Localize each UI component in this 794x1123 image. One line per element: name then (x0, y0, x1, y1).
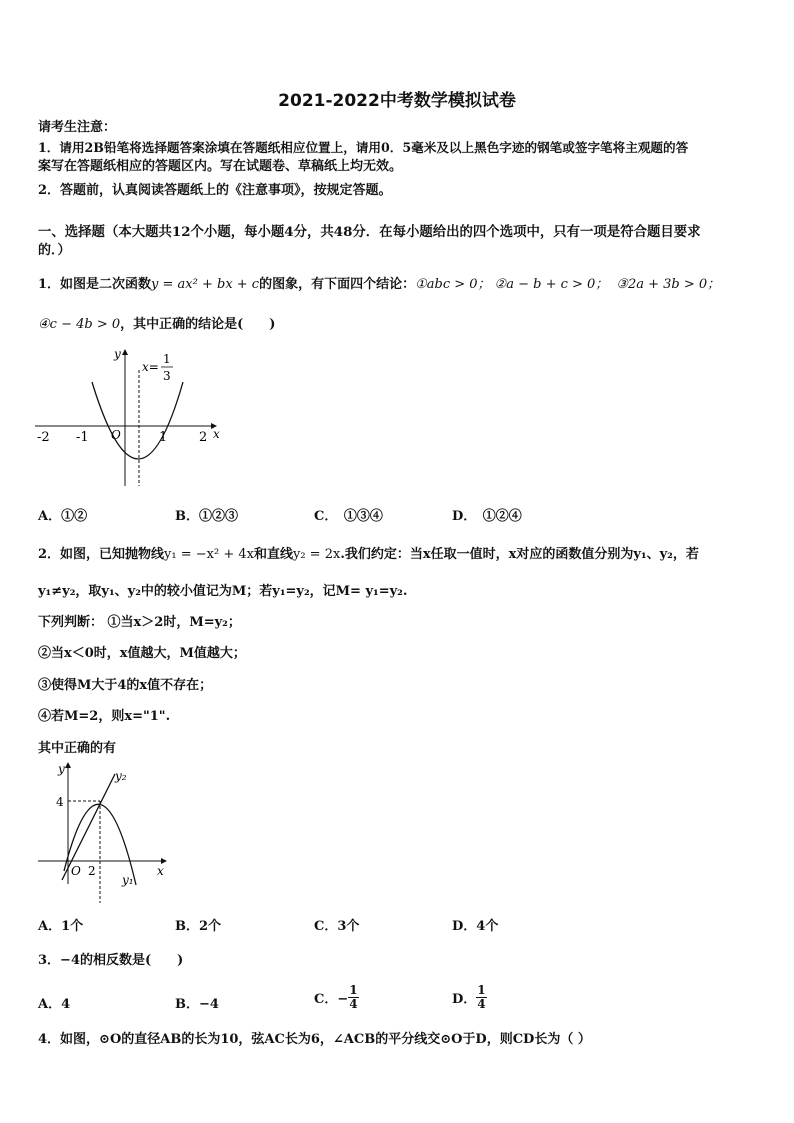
q1-tick-1: 1 (159, 430, 168, 445)
q3-option-d[interactable] (452, 984, 487, 1011)
q2-function-graph (30, 758, 190, 908)
q2-option-c[interactable]: C．3个 (314, 919, 360, 934)
q2-line5: ③使得M大于4的x值不存在； (38, 678, 213, 693)
q2-line7: 其中正确的有 (38, 741, 117, 756)
q1-tick-neg1: -1 (76, 430, 89, 445)
q3-option-a[interactable]: A．4 (38, 997, 71, 1012)
q2-option-d[interactable]: D．4个 (452, 919, 499, 934)
q3-option-c-denominator: 4 (349, 997, 358, 1011)
notice-item2: 2．答题前，认真阅读答题纸上的《注意事项》，按规定答题。 (38, 183, 392, 198)
q1-tick-neg2: -2 (37, 430, 50, 445)
notice-item1-line1: 1．请用2B铅笔将选择题答案涂填在答题纸相应位置上，请用0．5毫米及以上黑色字迹的钢笔或签字笔将主观题的答 (38, 140, 689, 155)
section1-heading-line2: 的．） (38, 243, 71, 258)
q1-tick-2: 2 (199, 430, 208, 445)
q1-axis-denominator: 3 (163, 369, 171, 383)
q2-option-a[interactable]: A．1个 (38, 919, 84, 934)
q3-option-c-prefix: C．− (314, 992, 349, 1007)
q1-parabola-curve (92, 382, 183, 459)
q1-conclusion-2: ②a − b + c > 0； (494, 277, 609, 292)
q1-conclusion-1: ①abc > 0； (415, 277, 491, 292)
q2-tick-x2: 2 (88, 864, 96, 878)
q1-conclusion-4: ④c − 4b > 0 (38, 317, 121, 332)
q2-y2-label: y₂ (115, 769, 127, 783)
q4-stem: 4．如图，⊙O的直径AB的长为10，弦AC长为6，∠ACB的平分线交⊙O于D，则CD长为（ ） (38, 1032, 591, 1047)
q2-line1 (38, 546, 699, 564)
page-title: 2021-2022中考数学模拟试卷 (278, 91, 516, 111)
q1-conclusion-3: ③2a + 3b > 0； (616, 277, 721, 292)
q2-option-b[interactable]: B．2个 (175, 919, 222, 934)
q1-function: y = ax² + bx + c (151, 277, 260, 292)
q1-tail: ，其中正确的结论是( ) (120, 317, 276, 332)
q1-option-d[interactable]: D． ①②④ (452, 509, 522, 524)
q1-mid: 的图象，有下面四个结论： (259, 277, 416, 292)
q1-stem-line2 (38, 316, 275, 334)
q3-stem: 3．−4的相反数是( ) (38, 953, 184, 968)
q1-parabola-graph (30, 340, 230, 490)
q3-option-d-fraction (476, 984, 486, 1011)
q2-y2-expression: y₂ = 2x (292, 547, 341, 562)
q2-y1-expression: y₁ = −x² + 4x (164, 547, 254, 562)
q1-option-a[interactable]: A．①② (38, 509, 88, 524)
q2-line6: ④若M=2，则x="1". (38, 709, 171, 724)
q2-y-label: y (58, 762, 65, 776)
q1-axis-numerator: 1 (163, 352, 171, 366)
q1-option-b[interactable]: B．①②③ (175, 509, 238, 524)
q1-axis-label: x= (142, 360, 159, 374)
q2-connector: 和直线 (253, 547, 293, 562)
q1-stem-line1 (38, 276, 720, 294)
q3-option-d-denominator: 4 (477, 997, 486, 1011)
q3-option-c-numerator: 1 (349, 983, 358, 997)
q1-tick-origin: O (111, 428, 121, 442)
q2-convention: .我们约定：当x任取一值时，x对应的函数值分别为y₁、y₂，若 (340, 547, 699, 562)
q2-intro: 2．如图，已知抛物线 (38, 547, 165, 562)
q1-prefix: 1．如图是二次函数 (38, 277, 152, 292)
q1-y-label: y (114, 347, 121, 361)
q2-x-label: x (157, 864, 164, 878)
q2-origin: O (71, 864, 81, 878)
section1-heading-line1: 一、选择题（本大题共12个小题，每小题4分，共48分．在每小题给出的四个选项中，只有一项是符合题目要求 (38, 224, 701, 240)
q2-line2: y₁≠y₂，取y₁、y₂中的较小值记为M；若y₁=y₂，记M= y₁=y₂. (38, 584, 408, 599)
q3-option-c[interactable] (314, 984, 359, 1011)
q3-option-d-prefix: D． (452, 992, 477, 1007)
q2-line4: ②当x＜0时，x值越大，M值越大； (38, 646, 246, 661)
notice-item1-line2: 案写在答题纸相应的答题区内。写在试题卷、草稿纸上均无效。 (38, 159, 403, 174)
q2-tick-y4: 4 (56, 795, 64, 809)
q1-x-label: x (213, 427, 220, 441)
notice-heading: 请考生注意： (38, 120, 117, 135)
q2-line3: 下列判断： ①当x＞2时，M=y₂； (38, 615, 241, 630)
q3-option-d-numerator: 1 (477, 983, 486, 997)
q1-option-c[interactable]: C． ①③④ (314, 509, 383, 524)
q3-option-c-fraction (348, 984, 358, 1011)
q3-option-b[interactable]: B．−4 (175, 997, 219, 1012)
q2-y1-label: y₁ (122, 873, 134, 887)
